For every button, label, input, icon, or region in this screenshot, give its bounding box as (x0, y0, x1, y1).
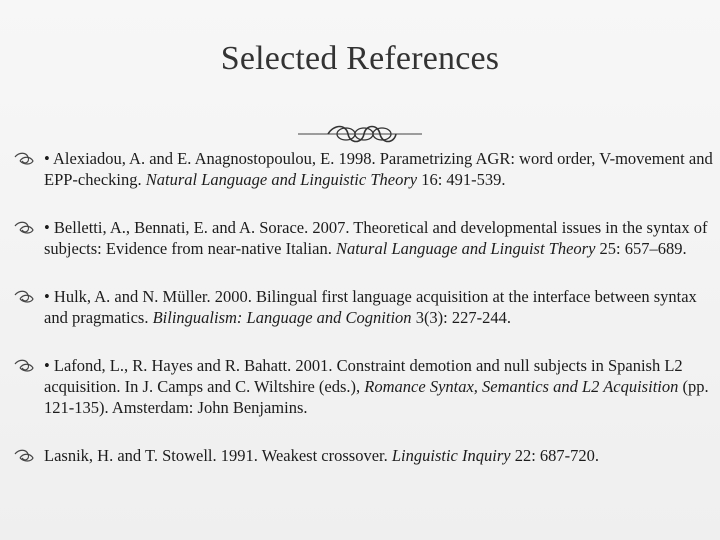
reference-pages: 22: 687-720. (510, 446, 600, 465)
reference-pages: 16: 491-539. (417, 170, 506, 189)
reference-pages: 25: 657–689. (595, 239, 687, 258)
reference-text: • Lafond, L., R. Hayes and R. Bahatt. 2001. Constraint demotion and null subjects in Spanish L2 acquisition. In J. Camps and C. Wiltshire (eds.), (44, 356, 683, 396)
reference-item (14, 445, 714, 466)
reference-source: Bilingualism: Language and Cognition (152, 308, 412, 327)
swirl-bullet-icon (14, 449, 34, 463)
reference-source: Romance Syntax, Semantics and L2 Acquisition (364, 377, 679, 396)
reference-text: Lasnik, H. and T. Stowell. 1991. Weakest crossover. (44, 446, 392, 465)
swirl-bullet-icon (14, 290, 34, 304)
swirl-bullet-icon (14, 359, 34, 373)
reference-source: Linguistic Inquiry (391, 446, 511, 465)
reference-item (14, 286, 714, 328)
swirl-bullet-icon (14, 152, 34, 166)
reference-source: Natural Language and Linguist Theory (335, 239, 596, 258)
reference-item (14, 148, 714, 190)
reference-item (14, 355, 714, 418)
reference-text: • Alexiadou, A. and E. Anagnostopoulou, E. 1998. Parametrizing AGR: word order, V-movement and EPP-checking. (44, 149, 713, 189)
reference-pages: (pp. 121-135). Amsterdam: John Benjamins. (44, 377, 709, 417)
reference-item (14, 217, 714, 259)
reference-pages: 3(3): 227-244. (411, 308, 512, 327)
reference-list (14, 148, 714, 493)
reference-text: • Hulk, A. and N. Müller. 2000. Bilingual first language acquisition at the interface between syntax and pragmatics. (44, 287, 697, 327)
swirl-bullet-icon (14, 221, 34, 235)
reference-source: Natural Language and Linguistic Theory (145, 170, 418, 189)
flourish-divider-icon (298, 122, 422, 146)
reference-text: • Belletti, A., Bennati, E. and A. Sorace. 2007. Theoretical and developmental issues in the syntax of subjects: Evidence from near-native Italian. (44, 218, 708, 258)
slide-title: Selected References (220, 40, 500, 77)
